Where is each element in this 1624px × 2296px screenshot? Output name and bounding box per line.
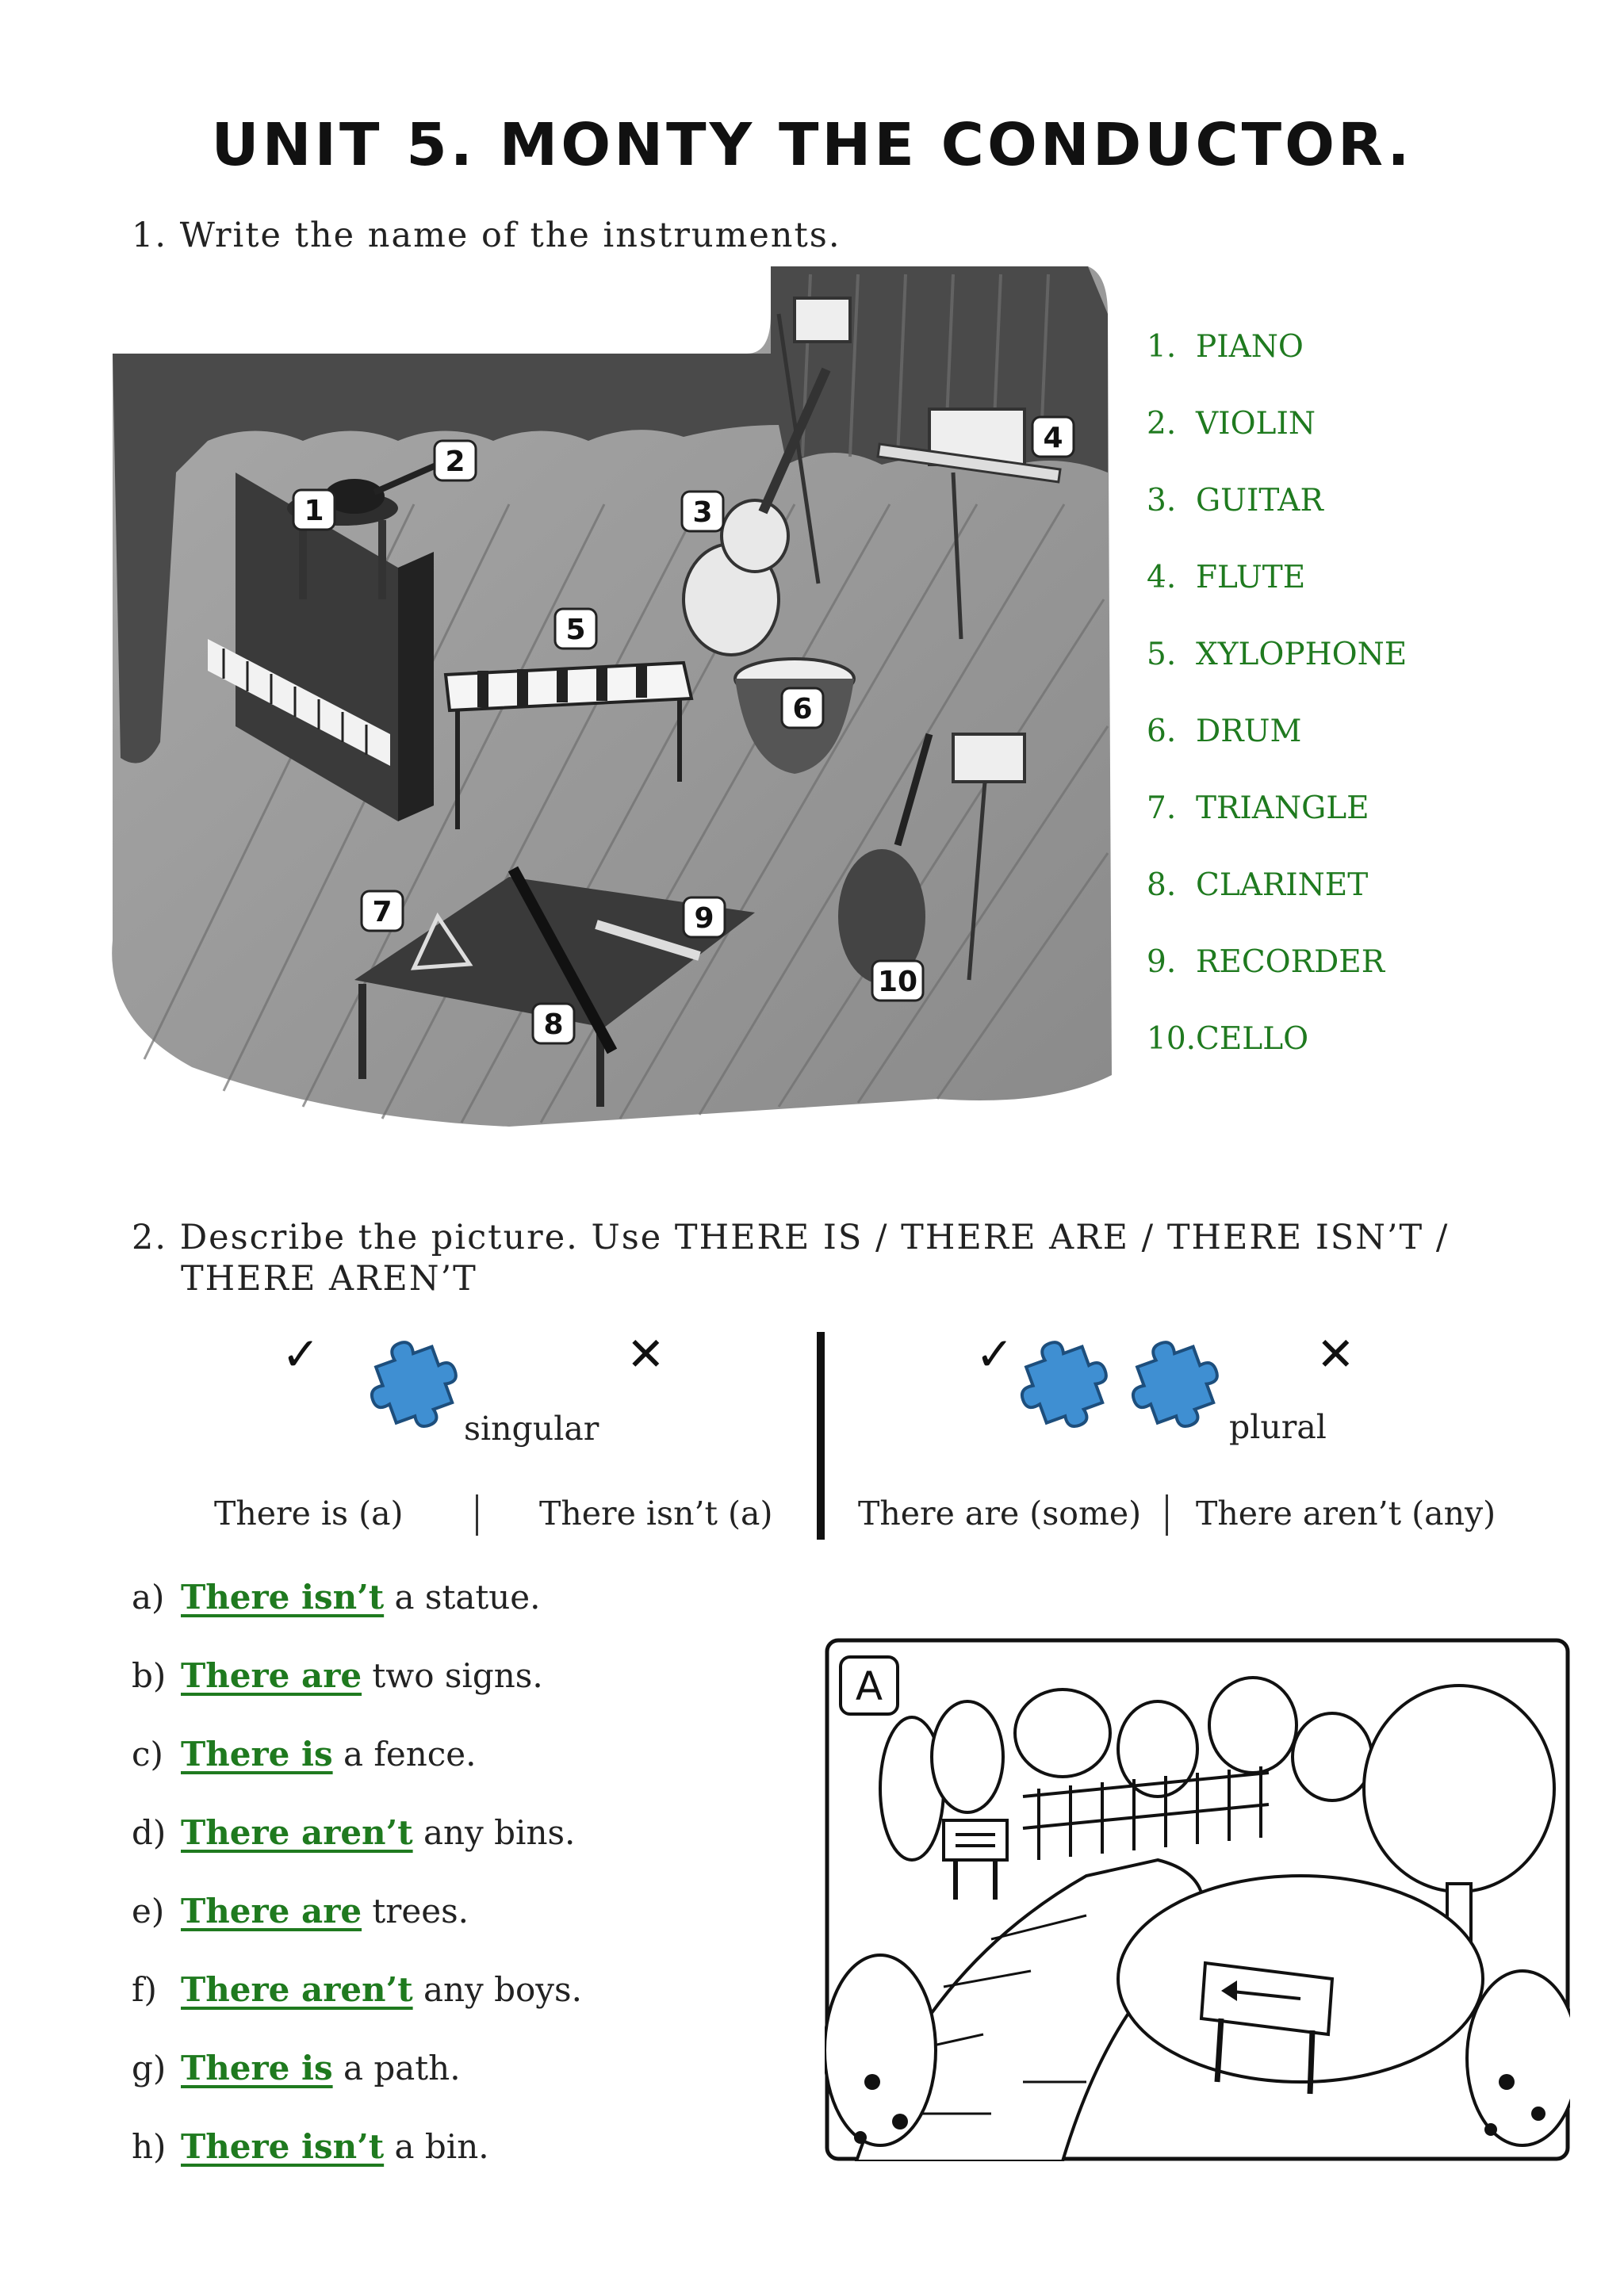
plural-grammar-box xyxy=(841,1327,1554,1546)
sentence-item: b) There are two signs. xyxy=(132,1656,543,1695)
badge-8 xyxy=(533,1004,574,1043)
plural-label: plural xyxy=(1229,1408,1327,1446)
svg-text:8: 8 xyxy=(543,1008,564,1041)
svg-text:10: 10 xyxy=(877,966,918,998)
sentence-item: d) There aren’t any bins. xyxy=(132,1813,576,1852)
exercise-2-prompt-line-2: THERE AREN’T xyxy=(181,1259,477,1299)
badge-6 xyxy=(782,688,823,728)
separator xyxy=(1166,1494,1168,1536)
sentence-item: e) There are trees. xyxy=(132,1892,469,1931)
answer-item: 7. TRIANGLE xyxy=(1147,790,1369,826)
cross-icon: ✕ xyxy=(626,1327,665,1381)
badge-10 xyxy=(872,961,923,1001)
answer-item: 1. PIANO xyxy=(1147,329,1304,365)
answer-item: 4. FLUTE xyxy=(1147,560,1306,595)
svg-text:A: A xyxy=(855,1663,883,1709)
answer-item: 3. GUITAR xyxy=(1147,483,1323,519)
svg-text:4: 4 xyxy=(1043,422,1063,454)
svg-text:6: 6 xyxy=(792,693,813,725)
sentence-item: g) There is a path. xyxy=(132,2049,461,2087)
answer-item: 6. DRUM xyxy=(1147,714,1302,749)
svg-text:2: 2 xyxy=(445,446,465,478)
svg-text:9: 9 xyxy=(694,902,714,935)
there-is-label: There is (a) xyxy=(214,1494,404,1533)
svg-text:5: 5 xyxy=(565,614,586,646)
answer-item: 10.CELLO xyxy=(1147,1021,1309,1057)
sentence-item: a) There isn’t a statue. xyxy=(132,1578,541,1617)
badge-3 xyxy=(682,492,723,531)
singular-grammar-box xyxy=(119,1327,817,1546)
page-title: UNIT 5. MONTY THE CONDUCTOR. xyxy=(211,111,1413,179)
sentence-item: h) There isn’t a bin. xyxy=(132,2127,489,2166)
sentence-item: f) There aren’t any boys. xyxy=(132,1970,582,2009)
check-icon: ✓ xyxy=(975,1327,1014,1381)
cross-icon: ✕ xyxy=(1316,1327,1355,1381)
puzzle-piece-icon xyxy=(1122,1340,1225,1435)
grammar-divider xyxy=(817,1332,825,1540)
singular-label: singular xyxy=(464,1410,599,1448)
svg-text:3: 3 xyxy=(692,496,713,529)
answer-item: 5. XYLOPHONE xyxy=(1147,637,1408,672)
badge-1 xyxy=(293,490,335,530)
badge-5 xyxy=(555,609,596,649)
badge-7 xyxy=(362,891,403,931)
there-are-label: There are (some) xyxy=(858,1494,1142,1533)
there-arent-label: There aren’t (any) xyxy=(1196,1494,1496,1533)
exercise-2-prompt xyxy=(132,1217,1449,1299)
check-icon: ✓ xyxy=(282,1327,320,1381)
svg-text:7: 7 xyxy=(372,896,393,928)
answer-item: 9. RECORDER xyxy=(1147,944,1385,980)
svg-text:1: 1 xyxy=(304,495,324,527)
exercise-1-prompt: 1. Write the name of the instruments. xyxy=(132,216,841,255)
badge-9 xyxy=(684,897,725,937)
separator xyxy=(476,1494,478,1536)
exercise-2-prompt-line-1: 2. Describe the picture. Use THERE IS / THERE ARE / THERE ISN’T / xyxy=(132,1218,1450,1257)
answer-item: 2. VIOLIN xyxy=(1147,406,1316,442)
label-a-box xyxy=(841,1657,898,1714)
puzzle-piece-icon xyxy=(361,1340,464,1435)
sentence-item: c) There is a fence. xyxy=(132,1735,477,1774)
there-isnt-label: There isn’t (a) xyxy=(539,1494,773,1533)
badge-2 xyxy=(435,441,476,480)
answer-item: 8. CLARINET xyxy=(1147,867,1369,903)
badge-4 xyxy=(1032,417,1074,457)
park-picture xyxy=(825,1638,1570,2161)
puzzle-piece-icon xyxy=(1011,1340,1114,1435)
stage-instruments-illustration xyxy=(97,266,1112,1131)
